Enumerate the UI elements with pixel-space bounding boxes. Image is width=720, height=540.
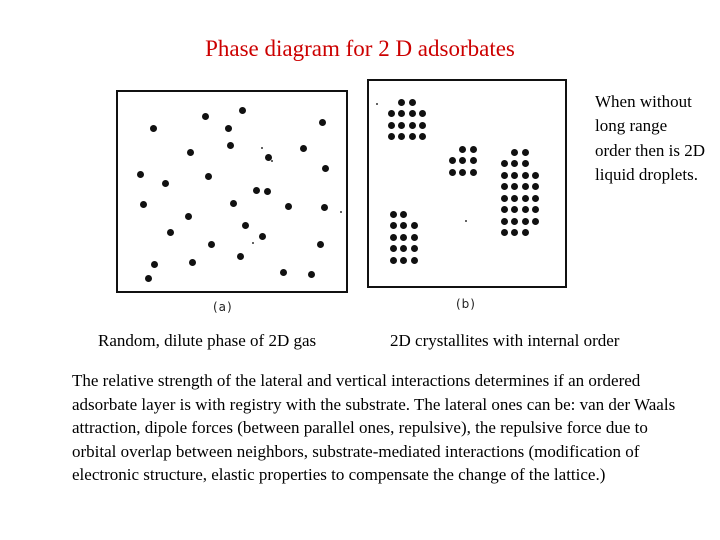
adsorbate-dot [411,257,418,264]
adsorbate-dot [264,188,271,195]
speck [252,242,254,244]
adsorbate-dot [151,261,158,268]
adsorbate-dot [400,222,407,229]
adsorbate-dot [322,165,329,172]
adsorbate-dot [532,206,539,213]
adsorbate-dot [522,229,529,236]
adsorbate-dot [150,125,157,132]
adsorbate-dot [317,241,324,248]
adsorbate-dot [300,145,307,152]
adsorbate-dot [511,149,518,156]
adsorbate-dot [511,183,518,190]
adsorbate-dot [511,218,518,225]
adsorbate-dot [449,157,456,164]
adsorbate-dot [388,133,395,140]
adsorbate-dot [470,157,477,164]
adsorbate-dot [319,119,326,126]
adsorbate-dot [511,206,518,213]
adsorbate-dot [501,206,508,213]
adsorbate-dot [390,234,397,241]
adsorbate-dot [501,160,508,167]
adsorbate-dot [419,110,426,117]
adsorbate-dot [253,187,260,194]
adsorbate-dot [411,234,418,241]
adsorbate-dot [470,146,477,153]
adsorbate-dot [532,218,539,225]
adsorbate-dot [501,172,508,179]
adsorbate-dot [409,99,416,106]
adsorbate-dot [501,183,508,190]
adsorbate-dot [398,99,405,106]
adsorbate-dot [259,233,266,240]
adsorbate-dot [522,195,529,202]
adsorbate-dot [409,110,416,117]
adsorbate-dot [225,125,232,132]
adsorbate-dot [409,122,416,129]
adsorbate-dot [400,257,407,264]
adsorbate-dot [398,133,405,140]
panel-a-caption: Random, dilute phase of 2D gas [98,331,317,350]
adsorbate-dot [388,110,395,117]
adsorbate-dot [459,169,466,176]
adsorbate-dot [145,275,152,282]
adsorbate-dot [459,146,466,153]
adsorbate-dot [400,234,407,241]
adsorbate-dot [239,107,246,114]
adsorbate-dot [185,213,192,220]
panel-a-label: (a) [213,300,233,314]
adsorbate-dot [390,222,397,229]
side-note: When without long range order then is 2D liquid droplets. [595,92,706,185]
adsorbate-dot [280,269,287,276]
adsorbate-dot [470,169,477,176]
adsorbate-dot [321,204,328,211]
speck [271,160,273,162]
speck [465,220,467,222]
adsorbate-dot [522,149,529,156]
adsorbate-dot [511,172,518,179]
adsorbate-dot [511,195,518,202]
adsorbate-dot [208,241,215,248]
adsorbate-dot [230,200,237,207]
adsorbate-dot [285,203,292,210]
adsorbate-dot [511,160,518,167]
adsorbate-dot [411,222,418,229]
speck [376,103,378,105]
adsorbate-dot [162,180,169,187]
adsorbate-dot [189,259,196,266]
adsorbate-dot [237,253,244,260]
adsorbate-dot [390,257,397,264]
adsorbate-dot [419,122,426,129]
panel-b-label: (b) [456,297,476,311]
adsorbate-dot [511,229,518,236]
adsorbate-dot [400,211,407,218]
adsorbate-dot [140,201,147,208]
adsorbate-dot [388,122,395,129]
adsorbate-dot [390,211,397,218]
slide-title: Phase diagram for 2 D adsorbates [205,36,515,61]
adsorbate-dot [419,133,426,140]
adsorbate-dot [187,149,194,156]
body-paragraph: The relative strength of the lateral and vertical interactions determines if an ordered adsorbate layer is with registry with the substrate. The lateral ones can be: van der Waals attraction, dipole forces (between parallel ones, repulsive), the repulsive force due to orbital overlap between neighbors, substrate-mediated interactions (modification of electronic structure, elastic properties to compensate the change of the lattice.) [72,371,676,484]
adsorbate-dot [449,169,456,176]
adsorbate-dot [137,171,144,178]
gas-phase-panel [116,90,348,293]
crystallite-panel [367,79,567,288]
adsorbate-dot [411,245,418,252]
adsorbate-dot [167,229,174,236]
panel-b-caption: 2D crystallites with internal order [390,331,620,350]
speck [340,211,342,213]
adsorbate-dot [398,122,405,129]
adsorbate-dot [532,195,539,202]
adsorbate-dot [308,271,315,278]
adsorbate-dot [400,245,407,252]
adsorbate-dot [522,218,529,225]
adsorbate-dot [501,195,508,202]
adsorbate-dot [532,183,539,190]
adsorbate-dot [205,173,212,180]
adsorbate-dot [522,183,529,190]
adsorbate-dot [459,157,466,164]
adsorbate-dot [202,113,209,120]
adsorbate-dot [409,133,416,140]
speck [261,147,263,149]
adsorbate-dot [398,110,405,117]
adsorbate-dot [242,222,249,229]
adsorbate-dot [522,160,529,167]
adsorbate-dot [522,172,529,179]
adsorbate-dot [501,229,508,236]
adsorbate-dot [522,206,529,213]
adsorbate-dot [532,172,539,179]
adsorbate-dot [227,142,234,149]
adsorbate-dot [390,245,397,252]
adsorbate-dot [501,218,508,225]
